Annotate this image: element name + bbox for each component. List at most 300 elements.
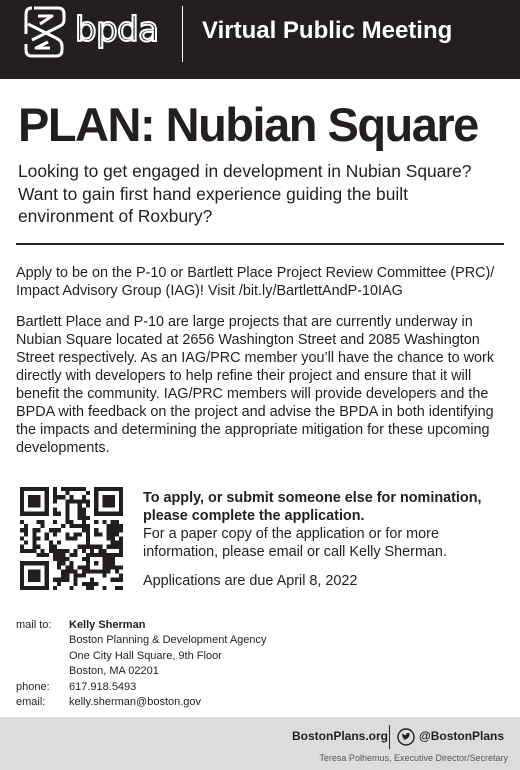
qr-module <box>65 503 69 507</box>
qr-module <box>28 499 32 503</box>
qr-module <box>53 495 57 499</box>
qr-module <box>78 532 82 536</box>
qr-module <box>65 532 69 536</box>
qr-module <box>28 487 32 491</box>
qr-module <box>32 487 36 491</box>
qr-module <box>45 565 49 569</box>
qr-module <box>28 569 32 573</box>
qr-module <box>111 565 115 569</box>
qr-module <box>53 528 57 532</box>
qr-module <box>36 503 40 507</box>
qr-module <box>74 536 78 540</box>
qr-module <box>61 574 65 578</box>
qr-module <box>28 561 32 565</box>
qr-module <box>107 536 111 540</box>
qr-module <box>115 569 119 573</box>
address-line-3: Boston, MA 02201 <box>69 665 159 678</box>
qr-module <box>86 569 90 573</box>
qr-module <box>111 487 115 491</box>
qr-module <box>53 586 57 590</box>
qr-module <box>107 561 111 565</box>
qr-module <box>119 524 123 528</box>
qr-module <box>102 549 106 553</box>
qr-module <box>86 499 90 503</box>
apply-text[interactable]: Apply to be on the P-10 or Bartlett Place Project Review Committee (PRC)/ Impact Advisory Group (IAG)! Visit /bit.ly/BartlettAndP-10IAG <box>16 265 495 299</box>
qr-module <box>20 491 24 495</box>
qr-module <box>24 549 28 553</box>
qr-module <box>78 516 82 520</box>
qr-module <box>107 524 111 528</box>
qr-module <box>78 487 82 491</box>
qr-module <box>45 574 49 578</box>
qr-module <box>57 557 61 561</box>
qr-module <box>74 578 78 582</box>
qr-module <box>115 528 119 532</box>
qr-module <box>115 578 119 582</box>
qr-module <box>102 503 106 507</box>
qr-module <box>107 565 111 569</box>
qr-module <box>20 569 24 573</box>
qr-module <box>74 499 78 503</box>
qr-module <box>36 561 40 565</box>
qr-module <box>82 569 86 573</box>
qr-module <box>20 487 24 491</box>
qr-module <box>69 499 73 503</box>
qr-module <box>111 557 115 561</box>
qr-module <box>111 524 115 528</box>
qr-module <box>115 524 119 528</box>
qr-module <box>32 549 36 553</box>
qr-module <box>78 574 82 578</box>
qr-module <box>107 512 111 516</box>
qr-module <box>102 487 106 491</box>
qr-module <box>57 541 61 545</box>
qr-module <box>36 520 40 524</box>
qr-module <box>119 536 123 540</box>
qr-module <box>57 553 61 557</box>
footer-website-link[interactable]: BostonPlans.org <box>292 729 389 743</box>
qr-module <box>90 586 94 590</box>
qr-module <box>86 582 90 586</box>
qr-module <box>82 524 86 528</box>
qr-module <box>102 565 106 569</box>
qr-module <box>90 569 94 573</box>
qr-module <box>86 561 90 565</box>
qr-module <box>107 495 111 499</box>
qr-module <box>28 578 32 582</box>
qr-module <box>61 557 65 561</box>
qr-module <box>69 586 73 590</box>
qr-module <box>119 553 123 557</box>
qr-module <box>24 561 28 565</box>
qr-module <box>65 549 69 553</box>
qr-module <box>102 574 106 578</box>
qr-module <box>57 565 61 569</box>
qr-module <box>102 499 106 503</box>
qr-module <box>45 536 49 540</box>
qr-module <box>28 512 32 516</box>
mail-label: mail to: <box>16 619 52 631</box>
qr-module <box>94 495 98 499</box>
qr-module <box>32 586 36 590</box>
qr-module <box>86 541 90 545</box>
qr-module <box>119 512 123 516</box>
qr-module <box>32 569 36 573</box>
qr-module <box>32 512 36 516</box>
qr-module <box>107 545 111 549</box>
qr-module <box>119 508 123 512</box>
qr-module <box>45 508 49 512</box>
qr-module <box>119 578 123 582</box>
qr-module <box>49 528 53 532</box>
intro-text: Looking to get engaged in development in Nubian Square? Want to gain first hand experience guiding the built environment of Roxbury? <box>18 161 472 226</box>
qr-module <box>69 520 73 524</box>
qr-module <box>119 565 123 569</box>
qr-module <box>45 553 49 557</box>
qr-module <box>20 508 24 512</box>
qr-module <box>49 549 53 553</box>
qr-module <box>32 578 36 582</box>
qr-module <box>24 532 28 536</box>
qr-module <box>82 557 86 561</box>
qr-module <box>111 520 115 524</box>
phone-label: phone: <box>16 680 50 693</box>
qr-module <box>65 565 69 569</box>
qr-module <box>82 495 86 499</box>
cta-heading: To apply, or submit someone else for nomination, please complete the application. <box>143 490 482 524</box>
qr-module <box>45 503 49 507</box>
qr-module <box>69 561 73 565</box>
qr-module <box>94 553 98 557</box>
qr-module <box>45 582 49 586</box>
qr-module <box>24 541 28 545</box>
contact-block <box>16 618 336 710</box>
qr-module <box>119 495 123 499</box>
qr-module <box>32 499 36 503</box>
qr-module <box>28 549 32 553</box>
qr-module <box>69 565 73 569</box>
footer-credit: Teresa Polhemus, Executive Director/Secretary <box>319 753 508 763</box>
qr-module <box>78 512 82 516</box>
qr-module <box>45 499 49 503</box>
footer-twitter-handle[interactable]: @BostonPlans <box>419 729 505 743</box>
qr-module <box>41 487 45 491</box>
qr-module <box>94 569 98 573</box>
qr-module <box>41 553 45 557</box>
qr-module <box>90 549 94 553</box>
qr-module <box>57 549 61 553</box>
qr-module <box>28 586 32 590</box>
qr-module <box>20 512 24 516</box>
qr-module <box>74 569 78 573</box>
qr-module <box>74 524 78 528</box>
qr-module <box>69 553 73 557</box>
qr-module <box>102 569 106 573</box>
qr-module <box>115 586 119 590</box>
qr-module <box>102 557 106 561</box>
qr-module <box>94 528 98 532</box>
qr-module <box>53 487 57 491</box>
qr-module <box>107 557 111 561</box>
qr-module <box>57 578 61 582</box>
qr-module <box>82 516 86 520</box>
qr-module <box>53 532 57 536</box>
qr-module <box>119 503 123 507</box>
qr-module <box>45 578 49 582</box>
qr-module <box>24 512 28 516</box>
logo-wordmark: bpda <box>75 10 159 50</box>
qr-module <box>111 545 115 549</box>
qr-module <box>90 582 94 586</box>
qr-module <box>65 487 69 491</box>
qr-module <box>86 553 90 557</box>
call-to-action <box>143 489 505 561</box>
qr-module <box>53 545 57 549</box>
qr-module <box>32 541 36 545</box>
qr-module <box>45 495 49 499</box>
qr-module <box>78 499 82 503</box>
qr-module <box>115 553 119 557</box>
qr-module <box>28 503 32 507</box>
qr-module <box>107 487 111 491</box>
qr-module <box>20 561 24 565</box>
qr-module <box>119 586 123 590</box>
qr-module <box>36 528 40 532</box>
qr-module <box>111 499 115 503</box>
due-date: Applications are due April 8, 2022 <box>143 573 358 589</box>
qr-module <box>41 549 45 553</box>
qr-module <box>107 528 111 532</box>
qr-module <box>82 520 86 524</box>
qr-module <box>74 582 78 586</box>
qr-module <box>98 487 102 491</box>
qr-module <box>107 503 111 507</box>
qr-module <box>32 561 36 565</box>
qr-module <box>86 528 90 532</box>
qr-module <box>86 545 90 549</box>
qr-module <box>20 549 24 553</box>
qr-module <box>115 565 119 569</box>
qr-module <box>82 582 86 586</box>
qr-module <box>61 524 65 528</box>
qr-module <box>32 495 36 499</box>
header-divider <box>182 6 183 62</box>
qr-module <box>57 512 61 516</box>
qr-module <box>65 512 69 516</box>
qr-module <box>53 557 57 561</box>
qr-module <box>86 565 90 569</box>
email-address[interactable]: kelly.sherman@boston.gov <box>69 696 202 709</box>
qr-module <box>61 553 65 557</box>
qr-module <box>107 553 111 557</box>
qr-module <box>32 536 36 540</box>
qr-module <box>41 512 45 516</box>
qr-module <box>65 520 69 524</box>
qr-module <box>65 557 69 561</box>
qr-module <box>82 574 86 578</box>
qr-module <box>36 499 40 503</box>
qr-module <box>107 532 111 536</box>
qr-module <box>115 520 119 524</box>
qr-module <box>119 545 123 549</box>
qr-module <box>20 582 24 586</box>
phone-number[interactable]: 617.918.5493 <box>69 680 137 693</box>
qr-module <box>111 536 115 540</box>
qr-module <box>45 586 49 590</box>
qr-module <box>65 569 69 573</box>
qr-module <box>69 495 73 499</box>
qr-module <box>61 578 65 582</box>
qr-module <box>74 549 78 553</box>
qr-module <box>61 495 65 499</box>
qr-module <box>65 578 69 582</box>
qr-module <box>82 565 86 569</box>
qr-module <box>53 491 57 495</box>
qr-module <box>86 516 90 520</box>
qr-module <box>86 536 90 540</box>
qr-module <box>102 586 106 590</box>
qr-module <box>36 569 40 573</box>
qr-module <box>36 578 40 582</box>
qr-module <box>32 574 36 578</box>
qr-module <box>98 512 102 516</box>
qr-module <box>82 545 86 549</box>
qr-module <box>45 487 49 491</box>
qr-module <box>41 561 45 565</box>
cta-text: For a paper copy of the application or for more information, please email or call Kelly Sherman. <box>143 526 447 560</box>
qr-module <box>74 553 78 557</box>
qr-module <box>45 569 49 573</box>
qr-module <box>94 487 98 491</box>
qr-module <box>82 549 86 553</box>
qr-module <box>78 545 82 549</box>
qr-module <box>86 491 90 495</box>
qr-module <box>45 491 49 495</box>
description-text: Bartlett Place and P-10 are large projects that are currently underway in Nubian Square located at 2656 Washington Street and 2085 Washington Street respectively. As an IAG/PRC member you’ll have the chance to work directly with developers to help refine their project and ensure that it will benefit the community. IAG/PRC members will provide developers and the BPDA with feedback on the project and advise the BPDA in both identifying the impacts and determining the appropriate mitigation for these upcoming developments. <box>16 314 495 456</box>
section-divider <box>16 243 504 245</box>
qr-module <box>119 491 123 495</box>
qr-module <box>69 524 73 528</box>
qr-module <box>94 545 98 549</box>
qr-module <box>24 487 28 491</box>
qr-module <box>41 586 45 590</box>
qr-module <box>94 508 98 512</box>
address-line-1: Boston Planning & Development Agency <box>69 634 267 647</box>
qr-module <box>32 503 36 507</box>
qr-module <box>98 569 102 573</box>
qr-module <box>102 495 106 499</box>
footer-divider <box>389 725 390 749</box>
qr-module <box>24 528 28 532</box>
bpda-logo <box>22 4 172 60</box>
qr-module <box>98 532 102 536</box>
qr-module <box>119 487 123 491</box>
qr-module <box>53 553 57 557</box>
header-bar <box>0 0 520 79</box>
contact-name: Kelly Sherman <box>69 619 146 631</box>
qr-module <box>98 549 102 553</box>
qr-module <box>111 512 115 516</box>
qr-module <box>36 553 40 557</box>
qr-module <box>82 528 86 532</box>
qr-module <box>111 528 115 532</box>
qr-module <box>78 508 82 512</box>
qr-module <box>115 541 119 545</box>
qr-module <box>86 557 90 561</box>
qr-module <box>20 565 24 569</box>
qr-module <box>119 528 123 532</box>
qr-module <box>94 532 98 536</box>
page-title: PLAN: Nubian Square <box>18 98 478 151</box>
qr-module <box>111 495 115 499</box>
qr-module <box>107 569 111 573</box>
qr-module <box>69 536 73 540</box>
qr-module <box>82 508 86 512</box>
qr-module <box>78 565 82 569</box>
qr-module <box>119 549 123 553</box>
qr-module <box>78 503 82 507</box>
qr-module <box>102 553 106 557</box>
qr-module <box>111 578 115 582</box>
qr-module <box>45 512 49 516</box>
qr-module <box>53 520 57 524</box>
qr-module <box>20 520 24 524</box>
qr-module <box>61 569 65 573</box>
qr-module <box>24 586 28 590</box>
qr-module <box>65 499 69 503</box>
qr-module <box>69 569 73 573</box>
qr-module <box>115 512 119 516</box>
qr-module <box>65 574 69 578</box>
qr-code-icon[interactable] <box>20 487 123 590</box>
qr-module <box>53 499 57 503</box>
qr-module <box>57 582 61 586</box>
qr-module <box>41 520 45 524</box>
footer-bar <box>0 717 520 770</box>
qr-module <box>45 561 49 565</box>
qr-module <box>86 503 90 507</box>
qr-module <box>49 541 53 545</box>
qr-module <box>20 495 24 499</box>
qr-module <box>111 561 115 565</box>
qr-module <box>69 487 73 491</box>
qr-module <box>20 528 24 532</box>
qr-module <box>41 524 45 528</box>
qr-module <box>94 520 98 524</box>
qr-module <box>57 528 61 532</box>
email-label: email: <box>16 696 46 709</box>
qr-module <box>49 545 53 549</box>
qr-module <box>20 586 24 590</box>
qr-module <box>111 532 115 536</box>
qr-module <box>20 503 24 507</box>
qr-module <box>119 574 123 578</box>
qr-module <box>102 520 106 524</box>
qr-module <box>82 512 86 516</box>
qr-module <box>20 578 24 582</box>
qr-module <box>61 487 65 491</box>
bpda-logo-mark-icon <box>22 4 68 60</box>
address-line-2: One City Hall Square, 9th Floor <box>69 649 222 662</box>
qr-module <box>57 495 61 499</box>
qr-module <box>111 541 115 545</box>
twitter-icon[interactable] <box>397 728 415 746</box>
qr-module <box>90 578 94 582</box>
qr-module <box>36 487 40 491</box>
qr-module <box>94 503 98 507</box>
qr-module <box>74 574 78 578</box>
qr-module <box>65 508 69 512</box>
